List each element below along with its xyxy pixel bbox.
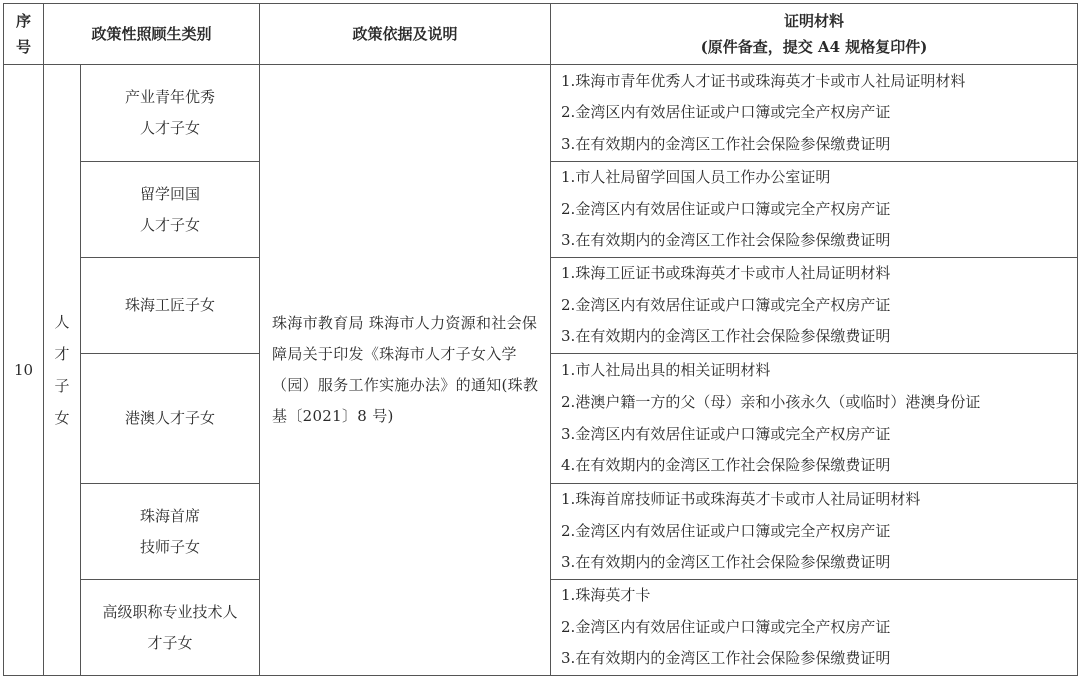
group-label-char: 女 bbox=[54, 409, 70, 427]
header-basis: 政策依据及说明 bbox=[260, 4, 551, 65]
material-item: 3.在有效期内的金湾区工作社会保险参保缴费证明 bbox=[561, 553, 891, 572]
material-item: 4.在有效期内的金湾区工作社会保险参保缴费证明 bbox=[561, 456, 891, 475]
material-item: 2.金湾区内有效居住证或户口簿或完全产权房产证 bbox=[561, 521, 891, 540]
category-cell bbox=[81, 484, 260, 580]
header-row bbox=[4, 4, 1078, 65]
material-item: 2.金湾区内有效居住证或户口簿或完全产权房产证 bbox=[561, 295, 891, 314]
header-category: 政策性照顾生类别 bbox=[44, 4, 260, 65]
material-item: 3.在有效期内的金湾区工作社会保险参保缴费证明 bbox=[561, 231, 891, 250]
material-item: 1.珠海英才卡 bbox=[561, 586, 651, 605]
material-item: 2.金湾区内有效居住证或户口簿或完全产权房产证 bbox=[561, 199, 891, 218]
category-cell bbox=[81, 65, 260, 162]
policy-table bbox=[3, 3, 1078, 676]
category-line: 珠海工匠子女 bbox=[125, 296, 216, 314]
material-item: 1.珠海市青年优秀人才证书或珠海英才卡或市人社局证明材料 bbox=[561, 71, 966, 90]
category-line: 人才子女 bbox=[140, 119, 201, 137]
material-item: 2.港澳户籍一方的父（母）亲和小孩永久（或临时）港澳身份证 bbox=[561, 392, 981, 411]
category-line: 高级职称专业技术人 bbox=[102, 602, 238, 621]
materials-cell bbox=[551, 580, 1078, 676]
category-line: 留学回国 bbox=[140, 184, 201, 203]
materials-cell bbox=[551, 65, 1078, 162]
material-item: 2.金湾区内有效居住证或户口簿或完全产权房产证 bbox=[561, 103, 891, 122]
category-cell bbox=[81, 258, 260, 354]
material-item: 1.珠海首席技师证书或珠海英才卡或市人社局证明材料 bbox=[561, 490, 921, 509]
group-label bbox=[44, 65, 81, 676]
material-item: 1.市人社局留学回国人员工作办公室证明 bbox=[561, 168, 831, 187]
category-cell bbox=[81, 580, 260, 676]
materials-cell bbox=[551, 484, 1078, 580]
category-line: 技师子女 bbox=[140, 537, 201, 556]
material-item: 3.在有效期内的金湾区工作社会保险参保缴费证明 bbox=[561, 327, 891, 346]
policy-basis: 珠海市教育局 珠海市人力资源和社会保障局关于印发《珠海市人才子女入学（园）服务工作实施办法》的通知(珠教基〔2021〕8 号) bbox=[260, 65, 551, 676]
group-label-char: 人 bbox=[54, 313, 70, 331]
group-label-char: 子 bbox=[54, 377, 70, 395]
material-item: 3.金湾区内有效居住证或户口簿或完全产权房产证 bbox=[561, 424, 891, 443]
category-line: 珠海首席 bbox=[140, 506, 201, 525]
header-materials-line2: (原件备查，提交 A4 规格复印件) bbox=[700, 38, 928, 56]
header-materials-line1: 证明材料 bbox=[784, 12, 845, 30]
material-item: 1.珠海工匠证书或珠海英才卡或市人社局证明材料 bbox=[561, 264, 891, 283]
header-materials bbox=[551, 4, 1078, 65]
category-line: 港澳人才子女 bbox=[125, 409, 216, 427]
materials-cell bbox=[551, 258, 1078, 354]
seq-number: 10 bbox=[4, 65, 44, 676]
material-item: 3.在有效期内的金湾区工作社会保险参保缴费证明 bbox=[561, 649, 891, 668]
category-line: 产业青年优秀 bbox=[125, 88, 216, 106]
material-item: 1.市人社局出具的相关证明材料 bbox=[561, 361, 771, 380]
category-cell bbox=[81, 162, 260, 258]
table-row bbox=[4, 65, 1078, 162]
category-cell bbox=[81, 354, 260, 484]
category-line: 才子女 bbox=[147, 633, 193, 652]
group-label-char: 才 bbox=[54, 345, 70, 363]
material-item: 2.金湾区内有效居住证或户口簿或完全产权房产证 bbox=[561, 617, 891, 636]
header-seq bbox=[4, 4, 44, 65]
header-seq-line1: 序 bbox=[15, 12, 31, 30]
material-item: 3.在有效期内的金湾区工作社会保险参保缴费证明 bbox=[561, 134, 891, 153]
header-seq-line2: 号 bbox=[15, 38, 31, 56]
materials-cell bbox=[551, 162, 1078, 258]
materials-cell bbox=[551, 354, 1078, 484]
category-line: 人才子女 bbox=[140, 215, 201, 234]
